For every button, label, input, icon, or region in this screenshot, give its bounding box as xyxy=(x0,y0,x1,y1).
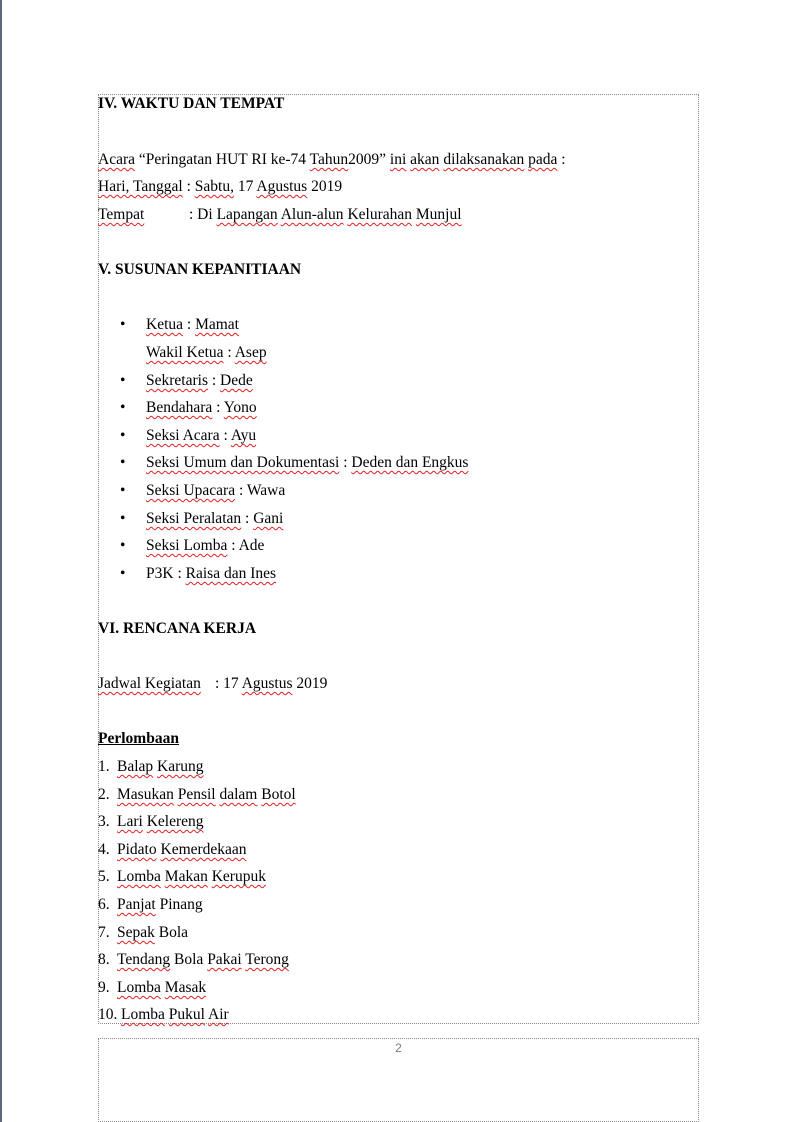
committee-name: Mamat xyxy=(195,316,239,333)
committee-sep: : xyxy=(241,510,254,527)
bullet-icon: • xyxy=(120,372,126,389)
committee-sep: : xyxy=(219,427,231,444)
committee-item xyxy=(146,371,253,391)
contest-item: Lomba Masak xyxy=(117,979,207,996)
committee-name: Gani xyxy=(253,510,284,527)
date-year: 2019 xyxy=(307,178,343,195)
place-word: Munjul xyxy=(415,206,462,223)
intro-word: : xyxy=(557,151,566,168)
list-number: 10. xyxy=(98,1006,118,1023)
date-label: Hari, Tanggal xyxy=(98,178,183,195)
committee-item xyxy=(146,315,239,335)
bullet-icon: • xyxy=(120,454,126,471)
committee-item xyxy=(146,453,468,473)
committee-sep: : xyxy=(207,372,221,389)
list-number: 7. xyxy=(98,924,110,941)
window-left-edge xyxy=(0,0,2,1122)
list-number: 6. xyxy=(98,896,110,913)
committee-role: Seksi Umum dan Dokumentasi xyxy=(146,454,340,471)
committee-name: Dede xyxy=(220,372,253,389)
committee-name: Asep xyxy=(234,344,267,361)
place-word: Kelurahan xyxy=(347,206,412,223)
list-number: 1. xyxy=(98,758,110,775)
contest-item: Panjat Pinang xyxy=(117,896,203,913)
schedule-colon: : 17 xyxy=(215,675,242,692)
committee-name: Raisa dan Ines xyxy=(185,565,277,582)
contest-item: Lari Kelereng xyxy=(117,813,204,830)
bullet-icon: • xyxy=(120,482,126,499)
place-word: Lapangan xyxy=(216,206,278,223)
place-word: Alun-alun xyxy=(280,206,344,223)
intro-paragraph xyxy=(98,150,566,170)
date-month: Agustus xyxy=(256,178,308,195)
date-number: 17 xyxy=(233,178,257,195)
committee-name: Wawa xyxy=(246,482,286,499)
contest-item: Masukan Pensil dalam Botol xyxy=(117,786,296,803)
committee-role: Seksi Peralatan xyxy=(146,510,242,527)
bullet-icon: • xyxy=(120,565,126,582)
intro-word: 2009” xyxy=(348,151,390,168)
committee-role: P3K xyxy=(146,565,174,582)
list-number: 5. xyxy=(98,868,110,885)
intro-word: “Peringatan HUT RI ke-74 xyxy=(138,151,307,168)
committee-sep: : xyxy=(173,565,186,582)
section-heading-kepanitiaan: V. SUSUNAN KEPANITIAAN xyxy=(98,261,302,278)
date-line xyxy=(98,177,342,197)
intro-word: akan xyxy=(410,151,440,168)
section-heading-rencana-kerja: VI. RENCANA KERJA xyxy=(98,620,257,637)
bullet-icon: • xyxy=(120,399,126,416)
contest-item: Sepak Bola xyxy=(117,924,189,941)
committee-item xyxy=(146,398,257,418)
list-number: 4. xyxy=(98,841,110,858)
committee-item xyxy=(146,564,276,584)
committee-item xyxy=(146,343,267,363)
schedule-label: Jadwal Kegiatan xyxy=(98,675,201,692)
committee-sep: : xyxy=(339,454,352,471)
committee-item xyxy=(146,426,256,446)
committee-sep: : xyxy=(227,537,239,554)
intro-word: dilaksanakan xyxy=(443,151,525,168)
page-footer xyxy=(98,1038,699,1122)
committee-role: Seksi Acara xyxy=(146,427,220,444)
committee-name: Deden dan Engkus xyxy=(351,454,469,471)
list-number: 9. xyxy=(98,979,110,996)
contest-item: Lomba Makan Kerupuk xyxy=(117,868,266,885)
intro-word: pada xyxy=(528,151,558,168)
bullet-icon: • xyxy=(120,427,126,444)
committee-sep: : xyxy=(183,316,196,333)
section-heading-waktu-tempat: IV. WAKTU DAN TEMPAT xyxy=(98,95,285,112)
contest-item: Lomba Pukul Air xyxy=(121,1006,229,1023)
schedule-month: Agustus xyxy=(241,675,293,692)
committee-role: Wakil Ketua xyxy=(146,344,224,361)
date-colon: : xyxy=(182,178,195,195)
place-label: Tempat xyxy=(98,206,145,223)
schedule-line xyxy=(98,674,498,694)
list-number: 8. xyxy=(98,951,110,968)
date-day: Sabtu, xyxy=(194,178,234,195)
place-line xyxy=(98,205,598,225)
committee-sep: : xyxy=(235,482,247,499)
list-number: 3. xyxy=(98,813,110,830)
committee-name: Yono xyxy=(223,399,257,416)
committee-role: Sekretaris xyxy=(146,372,208,389)
committee-sep: : xyxy=(212,399,224,416)
committee-sep: : xyxy=(223,344,235,361)
committee-role: Seksi Lomba xyxy=(146,537,228,554)
intro-word: Acara xyxy=(98,151,135,168)
page-number: 2 xyxy=(395,1041,402,1055)
committee-item xyxy=(146,481,285,501)
committee-role: Seksi Upacara xyxy=(146,482,236,499)
committee-item xyxy=(146,536,264,556)
bullet-icon: • xyxy=(120,510,126,527)
contest-item: Pidato Kemerdekaan xyxy=(117,841,247,858)
intro-word: ini xyxy=(389,151,407,168)
bullet-icon: • xyxy=(120,537,126,554)
committee-role: Ketua xyxy=(146,316,184,333)
committee-name: Ade xyxy=(238,537,265,554)
contest-item: Balap Karung xyxy=(117,758,204,775)
contests-heading: Perlombaan xyxy=(98,730,179,747)
schedule-year: 2019 xyxy=(292,675,328,692)
committee-item xyxy=(146,509,283,529)
list-number: 2. xyxy=(98,786,110,803)
contest-item: Tendang Bola Pakai Terong xyxy=(117,951,289,968)
intro-word: Tahun xyxy=(309,151,349,168)
committee-role: Bendahara xyxy=(146,399,213,416)
committee-name: Ayu xyxy=(230,427,257,444)
place-colon: : Di xyxy=(189,206,217,223)
bullet-icon: • xyxy=(120,316,126,333)
